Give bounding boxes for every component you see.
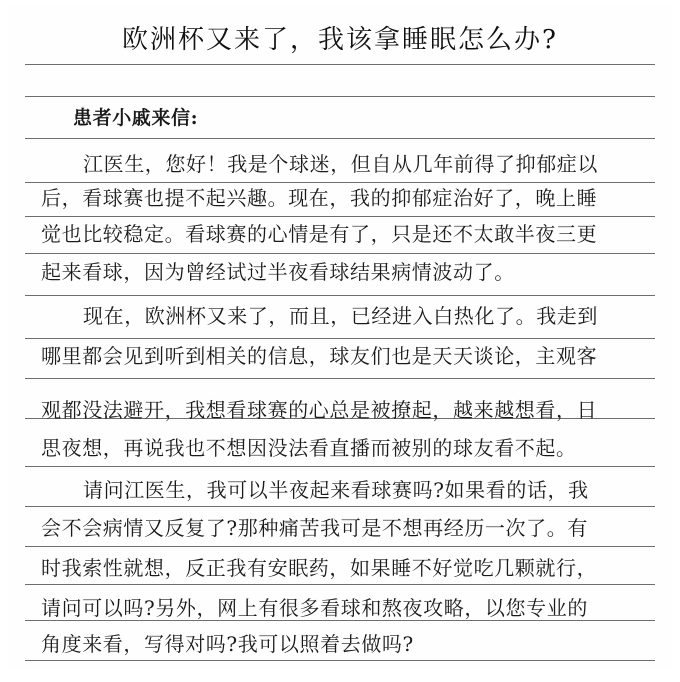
ruled-line	[25, 506, 655, 507]
ruled-line	[25, 138, 655, 139]
sender-heading: 患者小戚来信:	[73, 107, 199, 129]
letter-line: 角度来看，写得对吗?我可以照着去做吗?	[41, 632, 414, 656]
ruled-line	[25, 96, 655, 97]
page-title: 欧洲杯又来了，我该拿睡眠怎么办?	[122, 25, 558, 55]
ruled-line	[25, 378, 655, 379]
letter-line: 现在，欧洲杯又来了，而且，已经进入白热化了。我走到	[83, 304, 598, 328]
letter-line: 时我索性就想，反正我有安眠药，如果睡不好觉吃几颗就行，	[41, 556, 598, 580]
ruled-line	[25, 295, 655, 296]
ruled-line	[25, 253, 655, 254]
letter-line: 请问江医生，我可以半夜起来看球赛吗?如果看的话，我	[83, 478, 589, 502]
ruled-line	[25, 584, 655, 585]
letter-line: 思夜想，再说我也不想因没法看直播而被别的球友看不起。	[41, 436, 577, 460]
ruled-line	[25, 660, 655, 661]
ruled-line	[25, 182, 655, 183]
ruled-line	[25, 546, 655, 547]
letter-line: 会不会病情又反复了?那种痛苦我可是不想再经历一次了。有	[41, 516, 588, 540]
letter-line: 起来看球，因为曾经试过半夜看球结果病情波动了。	[41, 260, 515, 284]
letter-line: 江医生，您好！我是个球迷，但自从几年前得了抑郁症以	[83, 152, 598, 176]
ruled-line	[25, 466, 655, 467]
ruled-line	[25, 216, 655, 217]
letter-page	[7, 6, 673, 670]
letter-line: 觉也比较稳定。看球赛的心情是有了，只是还不太敢半夜三更	[41, 222, 598, 246]
ruled-line	[25, 338, 655, 339]
ruled-line	[25, 620, 655, 621]
letter-line: 观都没法避开，我想看球赛的心总是被撩起，越来越想看，日	[41, 398, 598, 422]
letter-line: 哪里都会见到听到相关的信息，球友们也是天天谈论，主观客	[41, 344, 598, 368]
letter-line: 后，看球赛也提不起兴趣。现在，我的抑郁症治好了，晚上睡	[41, 186, 598, 210]
ruled-line	[25, 64, 655, 65]
letter-line: 请问可以吗?另外，网上有很多看球和熬夜攻略，以您专业的	[41, 596, 588, 620]
